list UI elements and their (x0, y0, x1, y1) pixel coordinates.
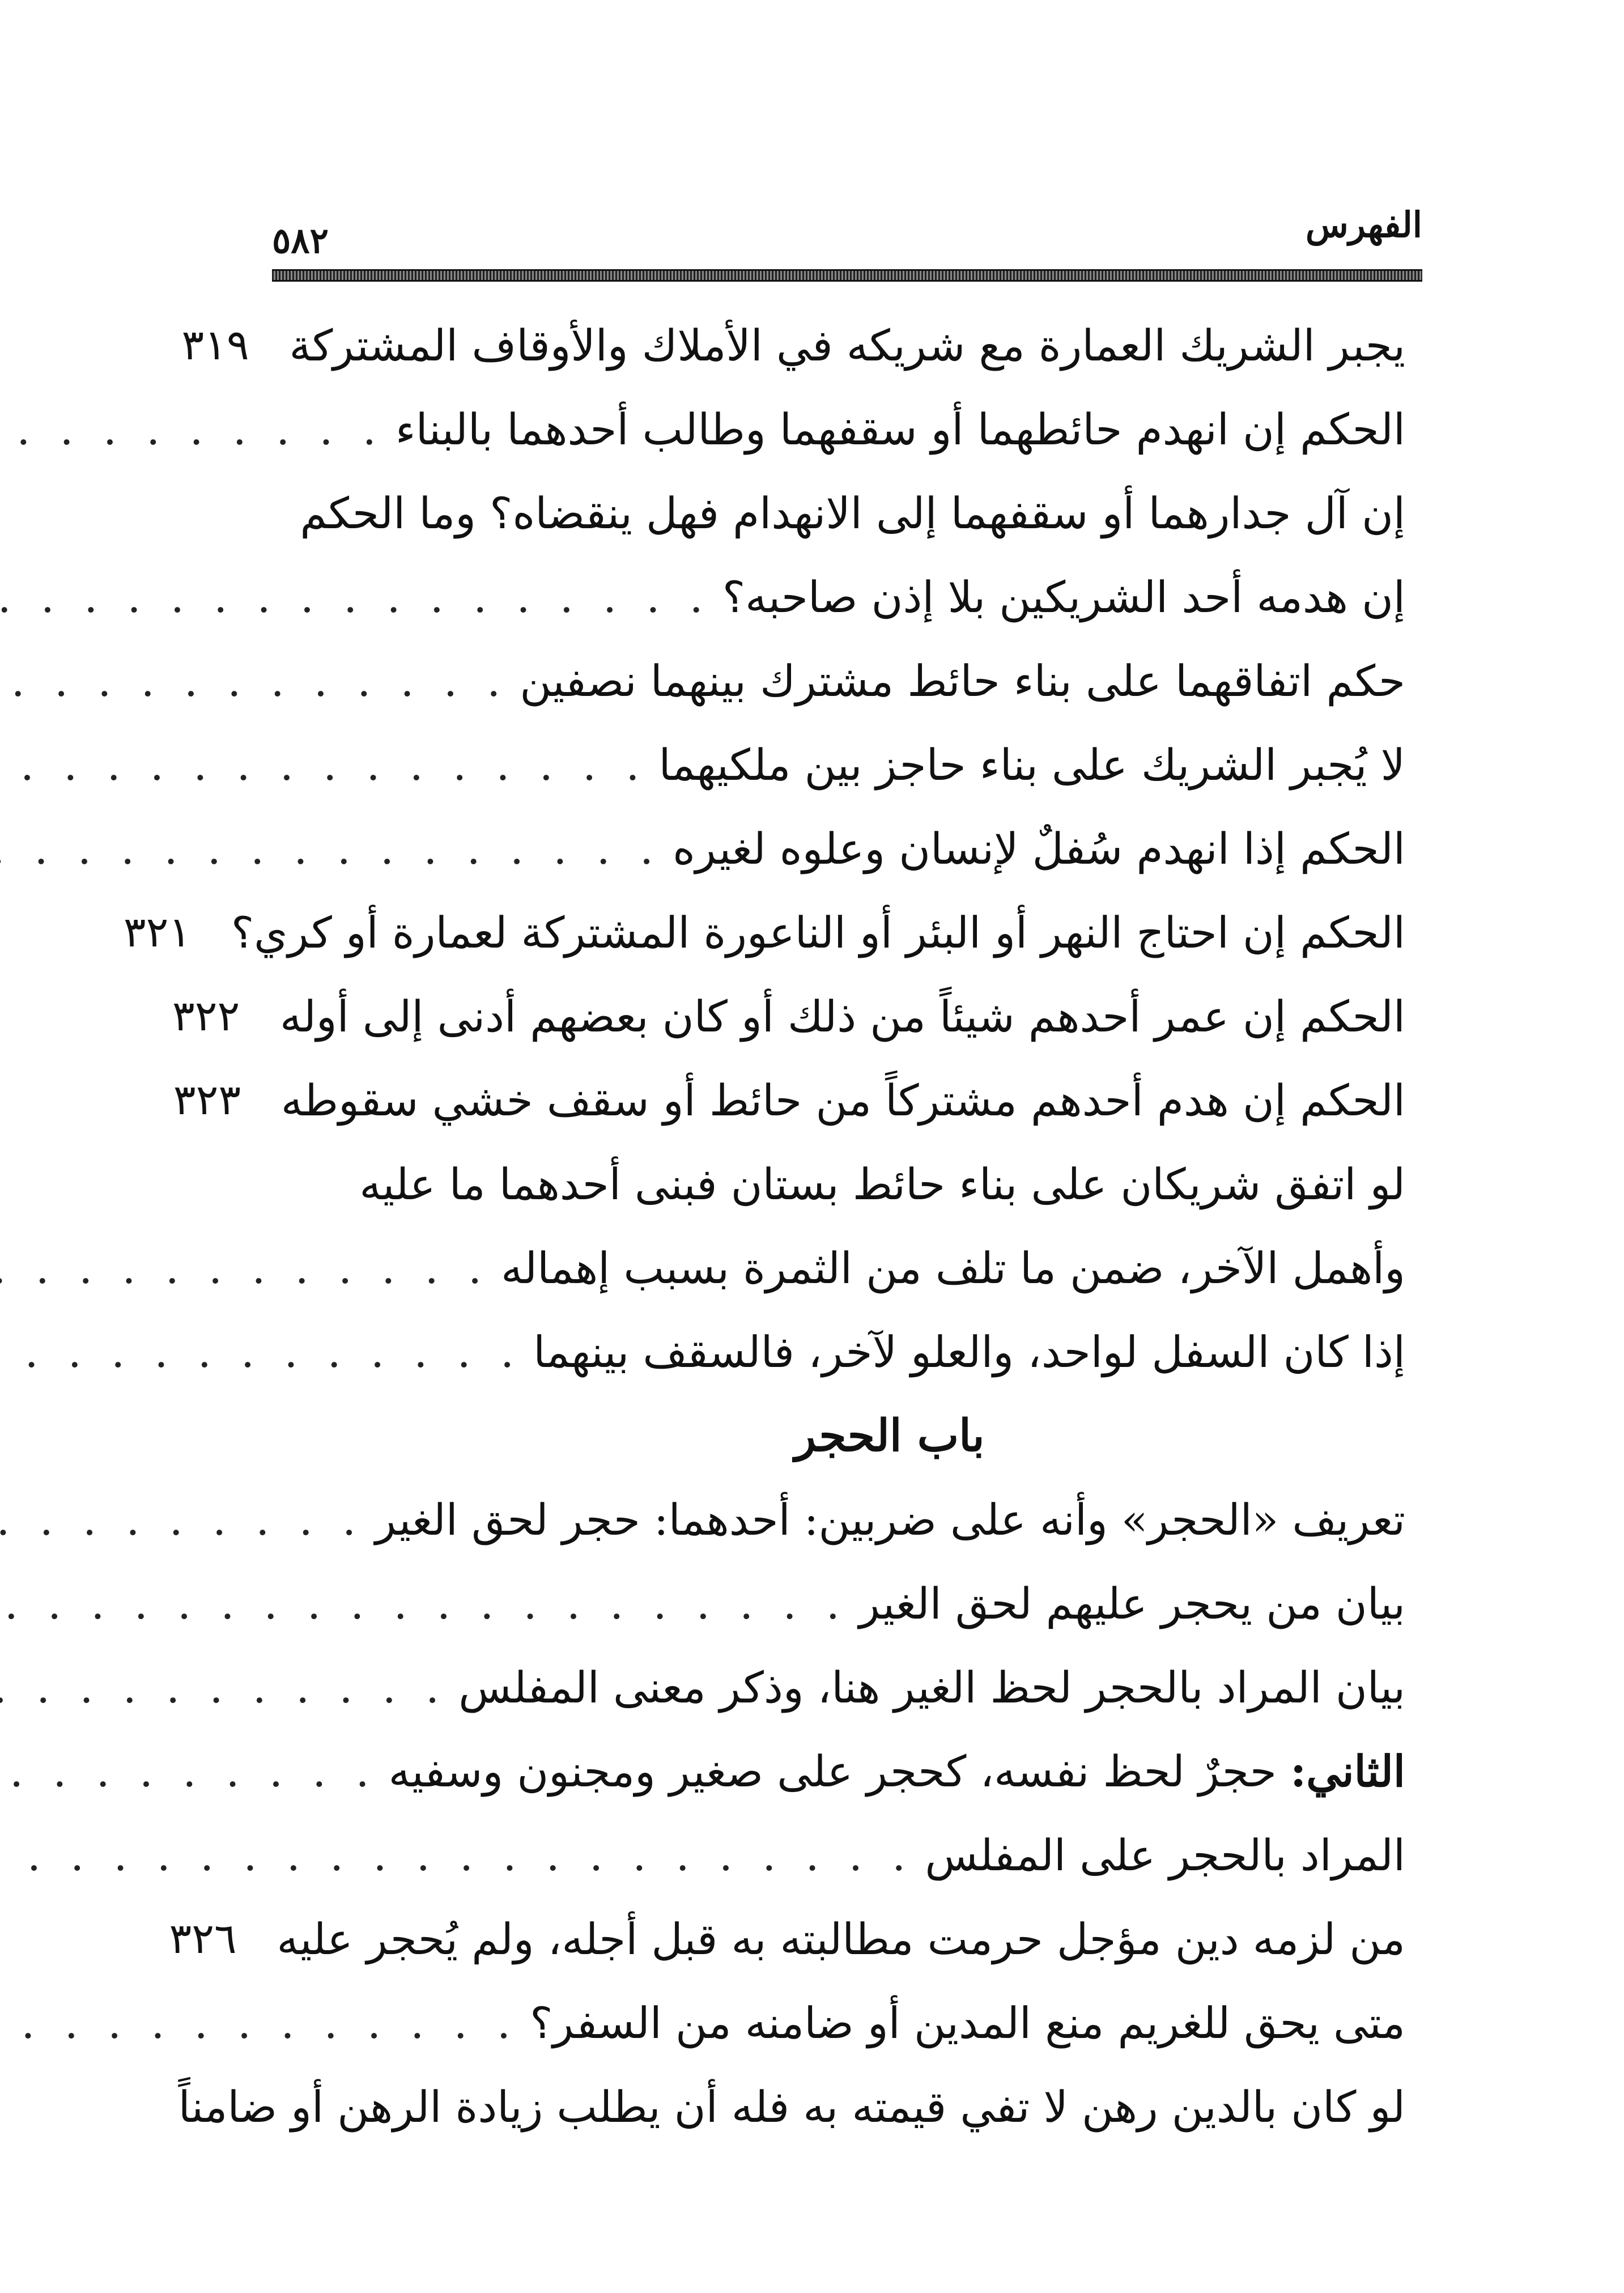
index-entry (272, 471, 1405, 555)
entry-text: الحكم إن عمر أحدهم شيئاً من ذلك أو كان بعضهم أدنى إلى أوله (280, 991, 1405, 1042)
leader-dots (0, 656, 508, 706)
index-entry (272, 1226, 1405, 1310)
entry-text (389, 1746, 1405, 1797)
entry-text: بيان من يحجر عليهم لحق الغير (858, 1578, 1405, 1629)
entry-text: الحكم إن انهدم حائطهما أو سقفهما وطالب أحدهما بالبناء (395, 404, 1405, 455)
index-entry (181, 303, 1405, 387)
entry-text-rest: حجرٌ لحظ نفسه، كحجر على صغير ومجنون وسفيه (388, 1746, 1291, 1797)
leader-dots (0, 1830, 913, 1880)
entry-text: المراد بالحجر على المفلس (925, 1829, 1405, 1880)
index-entry (272, 1981, 1405, 2065)
index-entry (272, 387, 1405, 471)
index-entry (272, 555, 1405, 639)
entry-page: ٣٢٦ (169, 1914, 237, 1963)
index-entry (178, 2065, 1405, 2148)
entry-page: ٣٢٢ (172, 992, 240, 1041)
entry-text: بيان المراد بالحجر لحظ الغير هنا، وذكر معنى المفلس (458, 1662, 1405, 1713)
header-rule (272, 269, 1422, 282)
entry-text: حكم اتفاقهما على بناء حائط مشترك بينهما نصفين (520, 655, 1405, 706)
leader-dots (0, 404, 384, 455)
entry-text: الحكم إن هدم أحدهم مشتركاً من حائط أو سقف خشي سقوطه (280, 1075, 1405, 1126)
index-entries (123, 303, 1405, 2148)
leader-dots (0, 1243, 490, 1293)
entry-text: الحكم إن احتاج النهر أو البئر أو الناعورة المشتركة لعمارة أو كري؟ (231, 907, 1405, 958)
index-entry (172, 974, 1405, 1058)
leader-dots (0, 1578, 848, 1629)
entry-text: لا يُجبر الشريك على بناء حاجز بين ملكيهما (658, 739, 1405, 790)
index-entry (272, 639, 1405, 723)
entry-text: الحكم إذا انهدم سُفلٌ لإنسان وعلوه لغيره (673, 823, 1405, 874)
index-entry (169, 1897, 1405, 1981)
entry-text: لو كان بالدين رهن لا تفي قيمته به فله أن يطلب زيادة الرهن أو ضامناً (178, 2081, 1405, 2132)
index-entry (272, 723, 1405, 806)
page-number: ٥٨٢ (272, 220, 329, 261)
running-title: الفهرس (1306, 204, 1422, 245)
entry-lead: الثاني: (1290, 1746, 1405, 1797)
page-header (272, 204, 1422, 266)
entry-text: لو اتفق شريكان على بناء حائط بستان فبنى أحدهما ما عليه (359, 1158, 1405, 1209)
index-entry (272, 1310, 1405, 1394)
leader-dots (0, 1494, 364, 1545)
entry-text: إذا كان السفل لواحد، والعلو لآخر، فالسقف بينهما (533, 1326, 1405, 1377)
leader-dots (0, 1746, 377, 1797)
entry-text: وأهمل الآخر، ضمن ما تلف من الثمرة بسبب إهماله (501, 1242, 1405, 1293)
entry-text: تعريف «الحجر» وأنه على ضربين: أحدهما: حجر لحق الغير (375, 1494, 1405, 1545)
index-entry (123, 890, 1405, 974)
entry-text: من لزمه دين مؤجل حرمت مطالبته به قبل أجله، ولم يُحجر عليه (277, 1913, 1405, 1964)
index-entry (272, 1645, 1405, 1729)
leader-dots (0, 572, 711, 622)
leader-dots (0, 1662, 447, 1713)
leader-dots (0, 740, 648, 790)
index-entry (272, 1561, 1405, 1645)
entry-text: إن هدمه أحد الشريكين بلا إذن صاحبه؟ (722, 571, 1405, 622)
entry-page: ٣١٩ (181, 321, 249, 370)
section-heading: باب الحجر (794, 1409, 985, 1462)
leader-dots (0, 1998, 518, 2048)
entry-text: متى يحق للغريم منع المدين أو ضامنه من السفر؟ (530, 1997, 1405, 2048)
index-entry (272, 1813, 1405, 1897)
index-entry (272, 806, 1405, 890)
leader-dots (0, 823, 661, 874)
index-entry (272, 1729, 1405, 1813)
entry-text: يجبر الشريك العمارة مع شريكه في الأملاك والأوقاف المشتركة (289, 320, 1405, 371)
entry-page: ٣٢١ (123, 908, 192, 957)
leader-dots (0, 1327, 522, 1377)
entry-page: ٣٢٣ (173, 1076, 241, 1124)
entry-text: إن آل جدارهما أو سقفهما إلى الانهدام فهل ينقضاه؟ وما الحكم (300, 487, 1405, 538)
index-entry (173, 1058, 1405, 1142)
index-entry (272, 1477, 1405, 1561)
index-entry (272, 1142, 1405, 1226)
